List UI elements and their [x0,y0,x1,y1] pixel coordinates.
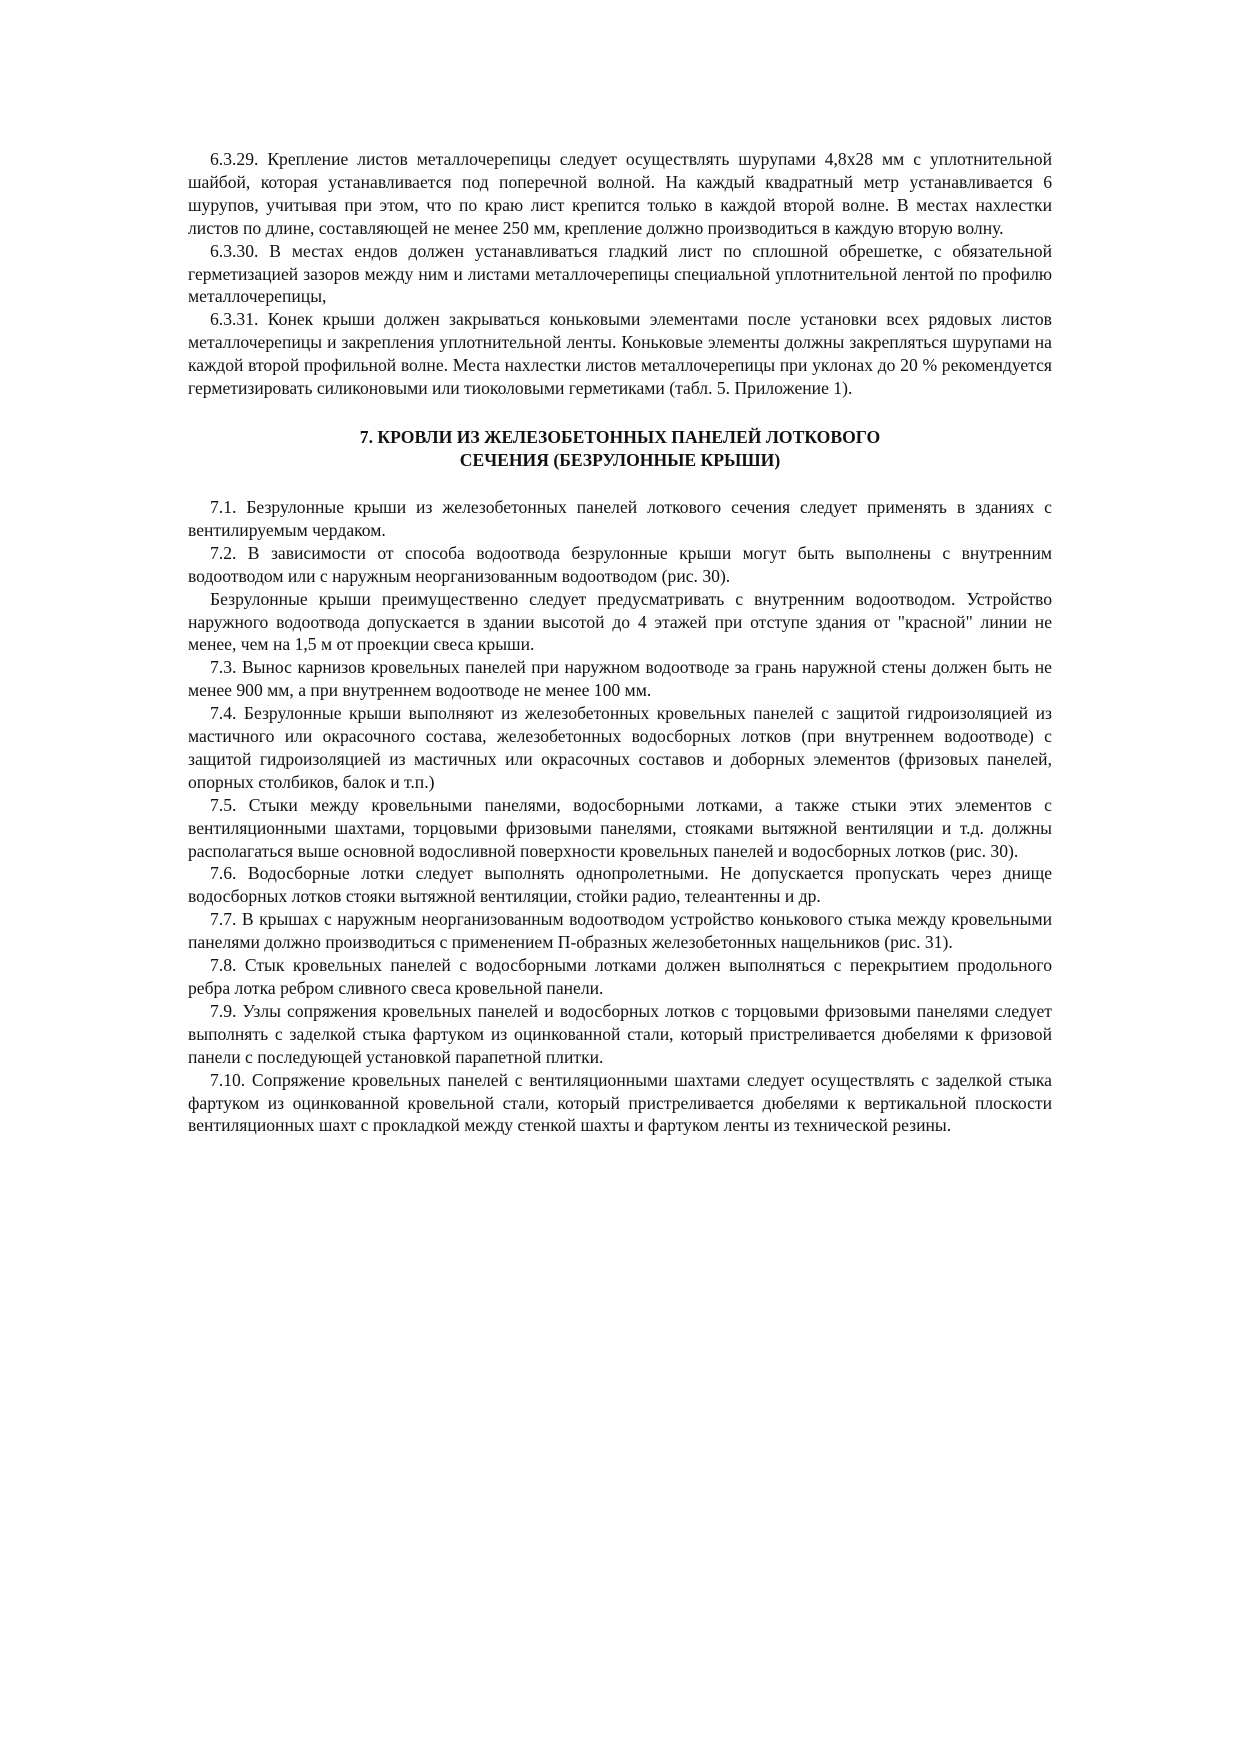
clause-7-3: 7.3. Вынос карнизов кровельных панелей при наружном водоотводе за грань наружной стены должен быть не менее 900 мм, а при внутреннем водоотводе не менее 100 мм. [188,657,1052,701]
clause-7-5: 7.5. Стыки между кровельными панелями, водосборными лотками, а также стыки этих элементов с вентиляционными шахтами, торцовыми фризовыми панелями, стояками вытяжной вентиляции и т.д. должны располагаться выше основной водосливной поверхности кровельных панелей и водосборных лотков (рис. 30). [188,794,1052,861]
section-6-3-clauses [188,148,1052,400]
section-7-heading [188,426,1052,472]
section-7-clauses [188,496,1052,1137]
clause-7-8: 7.8. Стык кровельных панелей с водосборными лотками должен выполняться с перекрытием продольного ребра лотка ребром сливного свеса кровельной панели. [188,955,1052,998]
clause-6-3-30: 6.3.30. В местах ендов должен устанавливаться гладкий лист по сплошной обрешетке, с обязательной герметизацией зазоров между ним и листами металлочерепицы специальной уплотнительной лентой по профилю металлочерепицы, [188,240,1052,307]
clause-6-3-31: 6.3.31. Конек крыши должен закрываться коньковыми элементами после установки всех рядовых листов металлочерепицы и закрепления уплотнительной ленты. Коньковые элементы должны закрепляться шурупами на каждой второй профильной волне. Места нахлестки листов металлочерепицы при уклонах до 20 % рекомендуется герметизировать силиконовыми или тиоколовыми герметиками (табл. 5. Приложение 1). [188,309,1052,399]
clause-6-3-29: 6.3.29. Крепление листов металлочерепицы следует осуществлять шурупами 4,8х28 мм с уплотнительной шайбой, которая устанавливается под поперечной волной. На каждый квадратный метр устанавливается 6 шурупов, учитывая при этом, что по краю лист крепится только в каждой второй волне. В местах нахлестки листов по длине, составляющей не менее 250 мм, крепление должно производиться в каждую вторую волну. [188,149,1052,238]
clause-7-1: 7.1. Безрулонные крыши из железобетонных панелей лоткового сечения следует применять в зданиях с вентилируемым чердаком. [188,496,1052,540]
clause-7-10: 7.10. Сопряжение кровельных панелей с вентиляционными шахтами следует осуществлять с заделкой стыка фартуком из оцинкованной кровельной стали, который пристреливается дюбелями к вертикальной плоскости вентиляционных шахт с прокладкой между стенкой шахты и фартуком ленты из технической резины. [188,1069,1052,1136]
document-page [188,148,1052,1137]
section-7-heading-line-2: СЕЧЕНИЯ (БЕЗРУЛОННЫЕ КРЫШИ) [459,449,781,470]
section-7-heading-line-1: 7. КРОВЛИ ИЗ ЖЕЛЕЗОБЕТОННЫХ ПАНЕЛЕЙ ЛОТКОВОГО [359,426,881,447]
clause-7-9: 7.9. Узлы сопряжения кровельных панелей и водосборных лотков с торцовыми фризовыми панелями следует выполнять с заделкой стыка фартуком из оцинкованной стали, который пристреливается дюбелями к фризовой панели с последующей установкой парапетной плитки. [188,1000,1052,1067]
clause-7-2-continued: Безрулонные крыши преимущественно следует предусматривать с внутренним водоотводом. Устройство наружного водоотвода допускается в здании высотой до 4 этажей при отступе здания от "красной" линии не менее, чем на 1,5 м от проекции свеса крыши. [188,588,1052,655]
clause-7-7: 7.7. В крышах с наружным неорганизованным водоотводом устройство конькового стыка между кровельными панелями должно производиться с применением П-образных железобетонных нащельников (рис. 31). [188,909,1052,953]
clause-7-6: 7.6. Водосборные лотки следует выполнять однопролетными. Не допускается пропускать через днище водосборных лотков стояки вытяжной вентиляции, стойки радио, телеантенны и др. [188,863,1052,907]
clause-7-4: 7.4. Безрулонные крыши выполняют из железобетонных кровельных панелей с защитой гидроизоляцией из мастичного или окрасочного состава, железобетонных водосборных лотков (при внутреннем водоотводе) с защитой гидроизоляцией из мастичных или окрасочных составов и доборных элементов (фризовых панелей, опорных столбиков, балок и т.п.) [188,703,1052,792]
clause-7-2: 7.2. В зависимости от способа водоотвода безрулонные крыши могут быть выполнены с внутренним водоотводом или с наружным неорганизованным водоотводом (рис. 30). [188,542,1052,586]
